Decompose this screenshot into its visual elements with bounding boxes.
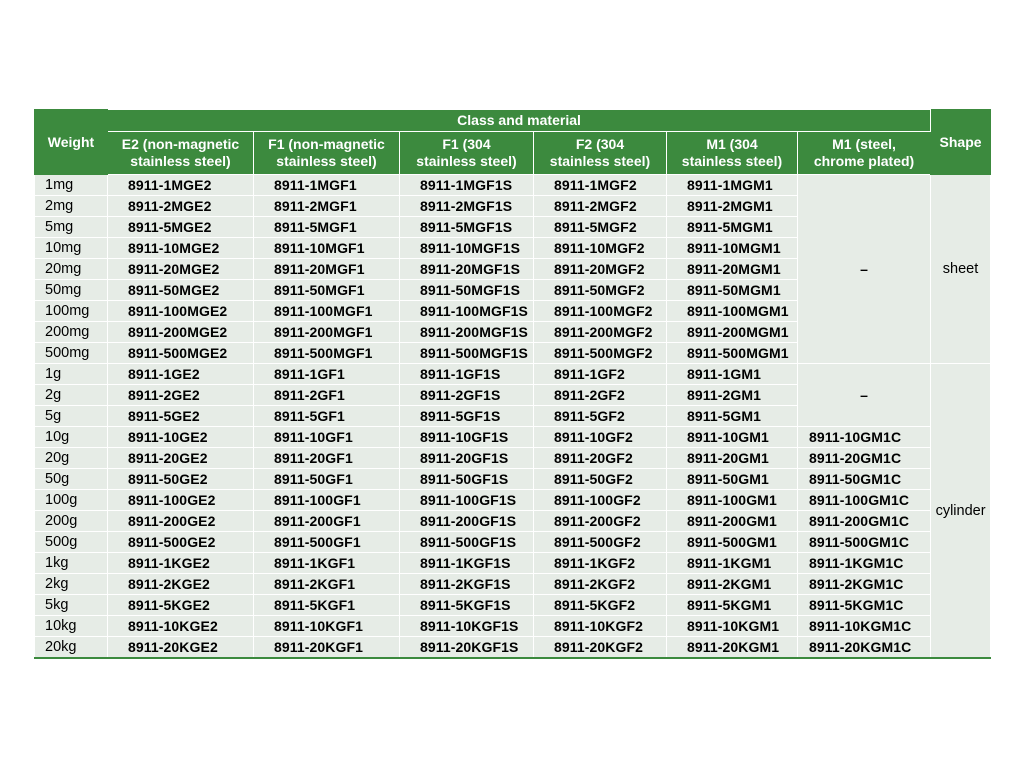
product-code-cell: 8911-200GM1C <box>798 511 931 532</box>
weight-cell: 2kg <box>35 574 108 595</box>
product-code-cell: 8911-2KGM1C <box>798 574 931 595</box>
weight-cell: 5mg <box>35 217 108 238</box>
product-code-cell: 8911-2MGF1S <box>400 196 534 217</box>
weight-cell: 5kg <box>35 595 108 616</box>
product-code-cell: 8911-10MGF1S <box>400 238 534 259</box>
product-code-cell: 8911-5MGE2 <box>108 217 254 238</box>
product-code-cell: 8911-5MGM1 <box>667 217 798 238</box>
column-header-line: stainless steel) <box>416 153 517 169</box>
product-code-cell: 8911-5KGE2 <box>108 595 254 616</box>
weight-cell: 50mg <box>35 280 108 301</box>
product-code-cell: 8911-50MGF1 <box>254 280 400 301</box>
class-column-header <box>254 132 400 175</box>
product-code-cell: 8911-500GM1 <box>667 532 798 553</box>
product-code-cell: 8911-10KGF1 <box>254 616 400 637</box>
column-header-line: stainless steel) <box>130 153 231 169</box>
product-code-cell: 8911-2GF1S <box>400 385 534 406</box>
product-code-cell: 8911-10MGM1 <box>667 238 798 259</box>
product-code-cell: 8911-500MGE2 <box>108 343 254 364</box>
product-code-cell: 8911-20KGE2 <box>108 637 254 659</box>
weight-cell: 10mg <box>35 238 108 259</box>
product-code-cell: 8911-200GF1S <box>400 511 534 532</box>
product-code-cell: 8911-500MGF2 <box>534 343 667 364</box>
product-code-cell: 8911-20GM1 <box>667 448 798 469</box>
column-header-line: stainless steel) <box>276 153 377 169</box>
product-code-cell: 8911-1KGE2 <box>108 553 254 574</box>
product-code-cell: 8911-50MGE2 <box>108 280 254 301</box>
product-code-cell: 8911-10KGM1C <box>798 616 931 637</box>
product-code-cell: 8911-1KGF1S <box>400 553 534 574</box>
table-row <box>35 364 991 385</box>
product-code-cell: 8911-5GE2 <box>108 406 254 427</box>
table-row <box>35 448 991 469</box>
table-row <box>35 637 991 659</box>
product-code-cell: 8911-2MGM1 <box>667 196 798 217</box>
weight-cell: 200mg <box>35 322 108 343</box>
product-code-cell: 8911-20MGE2 <box>108 259 254 280</box>
shape-cell: cylinder <box>931 364 991 659</box>
product-code-cell: 8911-5KGM1 <box>667 595 798 616</box>
product-code-cell: 8911-2KGF1 <box>254 574 400 595</box>
column-header-row <box>35 132 991 175</box>
product-code-cell: 8911-50GF1S <box>400 469 534 490</box>
table-row <box>35 490 991 511</box>
product-code-cell: 8911-5GF2 <box>534 406 667 427</box>
product-code-cell: 8911-100GF2 <box>534 490 667 511</box>
product-code-cell: 8911-20MGM1 <box>667 259 798 280</box>
product-code-cell: 8911-20GM1C <box>798 448 931 469</box>
product-code-cell: 8911-20GF2 <box>534 448 667 469</box>
product-code-cell: 8911-20KGF1S <box>400 637 534 659</box>
product-code-cell: 8911-10GF2 <box>534 427 667 448</box>
column-header-line: M1 (304 <box>706 136 758 152</box>
not-available-cell: – <box>798 175 931 364</box>
table-row <box>35 511 991 532</box>
product-code-cell: 8911-50GE2 <box>108 469 254 490</box>
column-header-line: E2 (non-magnetic <box>121 136 240 152</box>
weights-table <box>34 109 991 659</box>
product-code-cell: 8911-200GF1 <box>254 511 400 532</box>
product-table-container <box>34 109 990 659</box>
product-code-cell: 8911-50MGM1 <box>667 280 798 301</box>
product-code-cell: 8911-5KGF1 <box>254 595 400 616</box>
product-code-cell: 8911-20MGF2 <box>534 259 667 280</box>
product-code-cell: 8911-2GF1 <box>254 385 400 406</box>
table-row <box>35 553 991 574</box>
product-code-cell: 8911-2GE2 <box>108 385 254 406</box>
weight-cell: 50g <box>35 469 108 490</box>
product-code-cell: 8911-2MGE2 <box>108 196 254 217</box>
product-code-cell: 8911-500MGM1 <box>667 343 798 364</box>
product-code-cell: 8911-100MGF1 <box>254 301 400 322</box>
column-header-line: stainless steel) <box>681 153 783 169</box>
product-code-cell: 8911-10KGE2 <box>108 616 254 637</box>
product-code-cell: 8911-1GF2 <box>534 364 667 385</box>
column-header-line: F1 (non-magnetic <box>268 136 385 152</box>
product-code-cell: 8911-5MGF1S <box>400 217 534 238</box>
weight-cell: 100mg <box>35 301 108 322</box>
class-column-header <box>798 132 931 175</box>
product-code-cell: 8911-2KGE2 <box>108 574 254 595</box>
weight-cell: 20kg <box>35 637 108 659</box>
product-code-cell: 8911-2MGF2 <box>534 196 667 217</box>
product-code-cell: 8911-500GF1 <box>254 532 400 553</box>
product-code-cell: 8911-10GM1 <box>667 427 798 448</box>
product-code-cell: 8911-500GF1S <box>400 532 534 553</box>
product-code-cell: 8911-100GF1S <box>400 490 534 511</box>
weight-cell: 2mg <box>35 196 108 217</box>
table-row <box>35 469 991 490</box>
product-code-cell: 8911-10GM1C <box>798 427 931 448</box>
product-code-cell: 8911-10GF1S <box>400 427 534 448</box>
product-code-cell: 8911-10GE2 <box>108 427 254 448</box>
product-code-cell: 8911-1MGF2 <box>534 175 667 196</box>
product-code-cell: 8911-10KGF2 <box>534 616 667 637</box>
product-code-cell: 8911-20KGF2 <box>534 637 667 659</box>
product-code-cell: 8911-2KGF2 <box>534 574 667 595</box>
product-code-cell: 8911-1KGF2 <box>534 553 667 574</box>
column-header-line: M1 (steel, <box>832 136 896 152</box>
product-code-cell: 8911-200MGF1S <box>400 322 534 343</box>
weight-cell: 1kg <box>35 553 108 574</box>
product-code-cell: 8911-100MGF2 <box>534 301 667 322</box>
product-code-cell: 8911-5GM1 <box>667 406 798 427</box>
product-code-cell: 8911-5KGM1C <box>798 595 931 616</box>
weight-cell: 1g <box>35 364 108 385</box>
table-body <box>35 175 991 659</box>
product-code-cell: 8911-500GE2 <box>108 532 254 553</box>
product-code-cell: 8911-20KGM1C <box>798 637 931 659</box>
product-code-cell: 8911-10KGF1S <box>400 616 534 637</box>
product-code-cell: 8911-200MGF1 <box>254 322 400 343</box>
class-column-header <box>400 132 534 175</box>
product-code-cell: 8911-20MGF1 <box>254 259 400 280</box>
product-code-cell: 8911-5KGF2 <box>534 595 667 616</box>
product-code-cell: 8911-20GF1 <box>254 448 400 469</box>
product-code-cell: 8911-200GE2 <box>108 511 254 532</box>
product-code-cell: 8911-10GF1 <box>254 427 400 448</box>
product-code-cell: 8911-2GM1 <box>667 385 798 406</box>
product-code-cell: 8911-1GE2 <box>108 364 254 385</box>
product-code-cell: 8911-2KGF1S <box>400 574 534 595</box>
shape-header: Shape <box>931 110 991 175</box>
product-code-cell: 8911-100GM1C <box>798 490 931 511</box>
product-code-cell: 8911-5GF1 <box>254 406 400 427</box>
product-code-cell: 8911-2GF2 <box>534 385 667 406</box>
column-header-line: F1 (304 <box>442 136 491 152</box>
product-code-cell: 8911-1KGM1 <box>667 553 798 574</box>
product-code-cell: 8911-50GF2 <box>534 469 667 490</box>
weight-cell: 2g <box>35 385 108 406</box>
weight-cell: 500g <box>35 532 108 553</box>
product-code-cell: 8911-500GM1C <box>798 532 931 553</box>
product-code-cell: 8911-100MGF1S <box>400 301 534 322</box>
product-code-cell: 8911-1GF1 <box>254 364 400 385</box>
product-code-cell: 8911-50GM1 <box>667 469 798 490</box>
product-code-cell: 8911-200GF2 <box>534 511 667 532</box>
product-code-cell: 8911-1GM1 <box>667 364 798 385</box>
table-row <box>35 574 991 595</box>
product-code-cell: 8911-200MGM1 <box>667 322 798 343</box>
product-code-cell: 8911-100MGM1 <box>667 301 798 322</box>
product-code-cell: 8911-200MGE2 <box>108 322 254 343</box>
product-code-cell: 8911-500MGF1S <box>400 343 534 364</box>
not-available-cell: – <box>798 364 931 427</box>
product-code-cell: 8911-10MGE2 <box>108 238 254 259</box>
weight-cell: 10g <box>35 427 108 448</box>
product-code-cell: 8911-50GF1 <box>254 469 400 490</box>
product-code-cell: 8911-200GM1 <box>667 511 798 532</box>
product-code-cell: 8911-1GF1S <box>400 364 534 385</box>
product-code-cell: 8911-1MGM1 <box>667 175 798 196</box>
product-code-cell: 8911-20KGM1 <box>667 637 798 659</box>
product-code-cell: 8911-5GF1S <box>400 406 534 427</box>
product-code-cell: 8911-2MGF1 <box>254 196 400 217</box>
shape-cell: sheet <box>931 175 991 364</box>
product-code-cell: 8911-500GF2 <box>534 532 667 553</box>
table-row <box>35 427 991 448</box>
product-code-cell: 8911-50MGF2 <box>534 280 667 301</box>
product-code-cell: 8911-10KGM1 <box>667 616 798 637</box>
product-code-cell: 8911-5MGF2 <box>534 217 667 238</box>
product-code-cell: 8911-20GE2 <box>108 448 254 469</box>
product-code-cell: 8911-500MGF1 <box>254 343 400 364</box>
product-code-cell: 8911-10MGF2 <box>534 238 667 259</box>
weight-header: Weight <box>35 110 108 175</box>
weight-cell: 5g <box>35 406 108 427</box>
table-row <box>35 175 991 196</box>
product-code-cell: 8911-1KGM1C <box>798 553 931 574</box>
product-code-cell: 8911-50GM1C <box>798 469 931 490</box>
column-header-line: F2 (304 <box>575 136 625 152</box>
table-row <box>35 595 991 616</box>
product-code-cell: 8911-1KGF1 <box>254 553 400 574</box>
product-code-cell: 8911-200MGF2 <box>534 322 667 343</box>
product-code-cell: 8911-20MGF1S <box>400 259 534 280</box>
weight-cell: 10kg <box>35 616 108 637</box>
product-code-cell: 8911-100MGE2 <box>108 301 254 322</box>
column-header-line: stainless steel) <box>549 153 651 169</box>
weight-cell: 1mg <box>35 175 108 196</box>
class-column-header <box>667 132 798 175</box>
product-code-cell: 8911-1MGF1S <box>400 175 534 196</box>
product-code-cell: 8911-10MGF1 <box>254 238 400 259</box>
class-column-header <box>108 132 254 175</box>
weight-cell: 100g <box>35 490 108 511</box>
product-code-cell: 8911-20GF1S <box>400 448 534 469</box>
weight-cell: 20g <box>35 448 108 469</box>
product-code-cell: 8911-1MGE2 <box>108 175 254 196</box>
weight-cell: 20mg <box>35 259 108 280</box>
product-code-cell: 8911-100GM1 <box>667 490 798 511</box>
column-header-line: chrome plated) <box>813 153 915 169</box>
table-row <box>35 532 991 553</box>
product-code-cell: 8911-50MGF1S <box>400 280 534 301</box>
product-code-cell: 8911-5MGF1 <box>254 217 400 238</box>
table-row <box>35 616 991 637</box>
class-column-header <box>534 132 667 175</box>
product-code-cell: 8911-100GF1 <box>254 490 400 511</box>
weight-cell: 500mg <box>35 343 108 364</box>
product-code-cell: 8911-1MGF1 <box>254 175 400 196</box>
class-material-header: Class and material <box>108 110 931 132</box>
product-code-cell: 8911-5KGF1S <box>400 595 534 616</box>
product-code-cell: 8911-100GE2 <box>108 490 254 511</box>
product-code-cell: 8911-20KGF1 <box>254 637 400 659</box>
weight-cell: 200g <box>35 511 108 532</box>
product-code-cell: 8911-2KGM1 <box>667 574 798 595</box>
